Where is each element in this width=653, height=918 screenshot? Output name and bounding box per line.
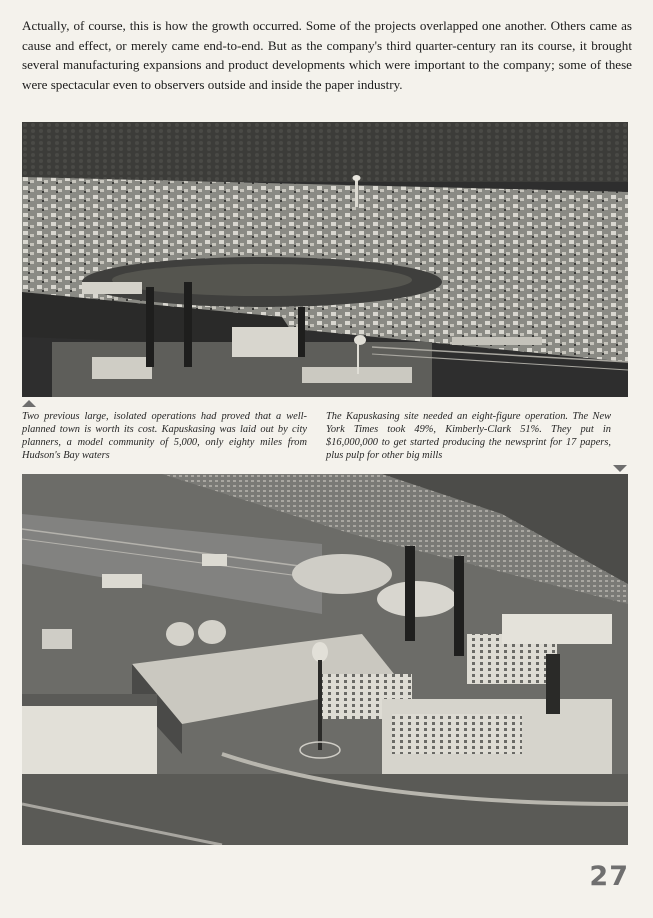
caption-right-pointer-icon xyxy=(613,465,627,472)
aerial-photo-town xyxy=(22,122,628,397)
page-number: 27 xyxy=(589,861,629,892)
mill-aerial-image xyxy=(22,474,628,845)
caption-left: Two previous large, isolated operations had proved that a well-planned town is worth its cost. Kapuskasing was laid out by city planners, a model community of 5,000, only eighty miles from Hudson's Bay waters xyxy=(22,411,307,461)
caption-right: The Kapuskasing site needed an eight-figure operation. The New York Times took 49%, Kimberly-Clark 51%. They put in $16,000,000 to get started producing the newsprint for 17 papers, plus pulp for other big mills xyxy=(326,411,611,461)
caption-left-pointer-icon xyxy=(22,400,36,407)
town-aerial-image xyxy=(22,122,628,397)
intro-paragraph: Actually, of course, this is how the growth occurred. Some of the projects overlapped one another. Others came as cause and effect, or merely came end-to-end. But as the company's third quarter-century ran its course, it brought several manufacturing expansions and product developments which were important to the company; some of these were spectacular even to observers outside and inside the paper industry. xyxy=(22,18,632,92)
aerial-photo-mill xyxy=(22,474,628,845)
